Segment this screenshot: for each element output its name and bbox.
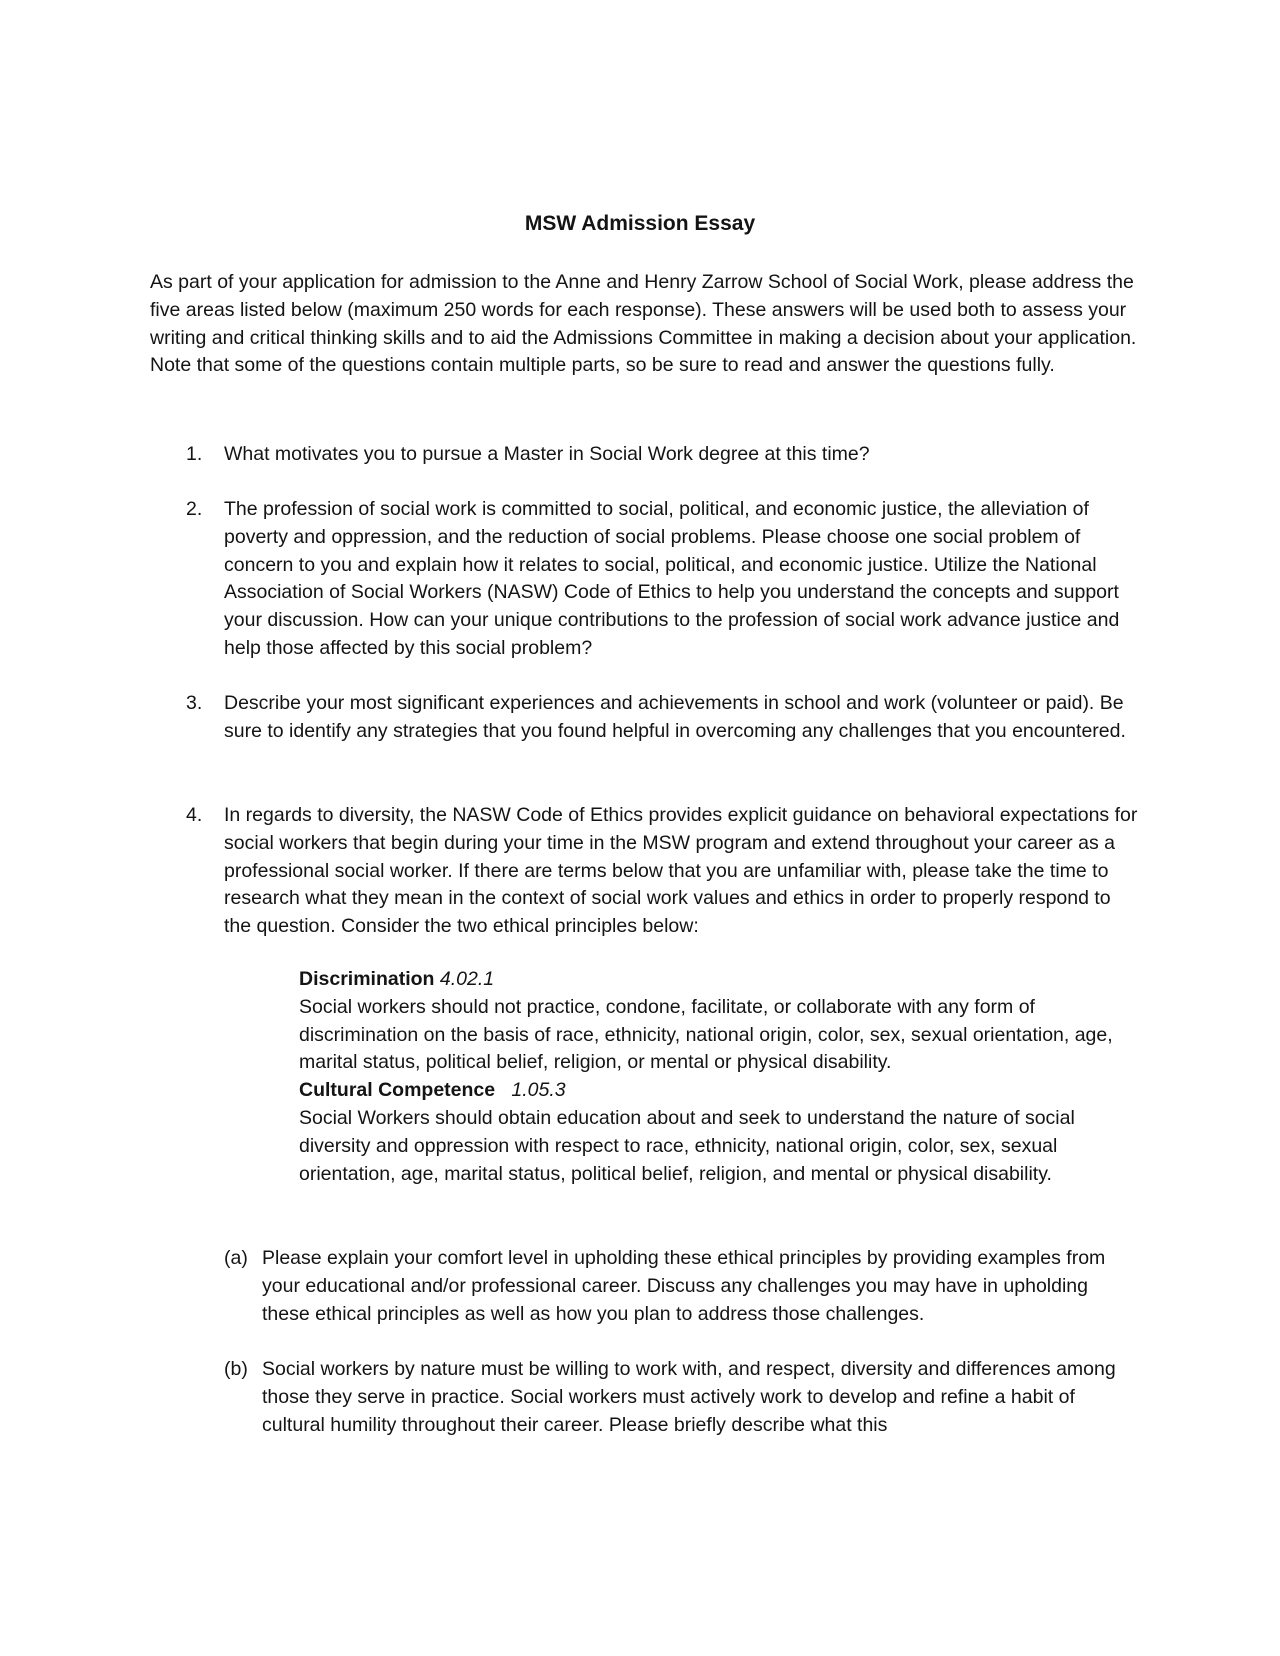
question-text: The profession of social work is committed to social, political, and economic justice, the alleviation of poverty and oppression, and the reduction of social problems. Please choose one social problem of concern to you and explain how it relates to social, political, and economic justice. Utilize the National Association of Social Workers (NASW) Code of Ethics to help you understand the concepts and support your discussion. How can your unique contributions to the profession of social work advance justice and help those affected by this social problem?: [224, 498, 1120, 659]
question-text: Describe your most significant experiences and achievements in school and work (volunteer or paid). Be sure to identify any strategies that you found helpful in overcoming any challenges that you encountered.: [224, 692, 1126, 742]
principle-name: Discrimination: [299, 968, 435, 990]
principle-name: Cultural Competence: [299, 1079, 496, 1102]
question-2: [150, 496, 1140, 663]
question-text: What motivates you to pursue a Master in Social Work degree at this time?: [224, 443, 870, 465]
question-number: 3.: [186, 692, 203, 714]
subquestion-b: [150, 1356, 1140, 1439]
principle-text: Social Workers should obtain education about and seek to understand the nature of social diversity and oppression with respect to race, ethnicity, national origin, color, sex, sexual orientation, age, marital status, political belief, religion, and mental or physical disability.: [299, 1106, 1075, 1185]
principle-code: 4.02.1: [439, 968, 495, 990]
principle-code: 1.05.3: [511, 1079, 566, 1102]
document-title: MSW Admission Essay: [524, 212, 756, 235]
subquestion-text: Social workers by nature must be willing to work with, and respect, diversity and differences among those they serve in practice. Social workers must actively work to develop and refine a habit of cultural humility throughout their career. Please briefly describe what this: [262, 1358, 1116, 1436]
principle-heading: [299, 966, 1129, 994]
intro-paragraph: As part of your application for admission to the Anne and Henry Zarrow School of Social Work, please address the five areas listed below (maximum 250 words for each response). These answers will be used both to assess your writing and critical thinking skills and to aid the Admissions Committee in making a decision about your application. Note that some of the questions contain multiple parts, so be sure to read and answer the questions fully.: [150, 271, 1137, 377]
question-4: [150, 802, 1140, 941]
subquestion-text: Please explain your comfort level in upholding these ethical principles by providing examples from your educational and/or professional career. Discuss any challenges you may have in upholding these ethical principles as well as how you plan to address those challenges.: [262, 1247, 1106, 1325]
question-number: 1.: [186, 443, 203, 465]
ethical-principles: [299, 966, 1129, 1188]
question-text: In regards to diversity, the NASW Code of Ethics provides explicit guidance on behavioral expectations for social workers that begin during your time in the MSW program and extend throughout your career as a professional social worker. If there are terms below that you are unfamiliar with, please take the time to research what they mean in the context of social work values and ethics in order to properly respond to the question. Consider the two ethical principles below:: [224, 804, 1138, 938]
subquestion-a: [150, 1245, 1140, 1328]
question-3: [150, 690, 1140, 746]
principle-text: Social workers should not practice, condone, facilitate, or collaborate with any form of discrimination on the basis of race, ethnicity, national origin, color, sex, sexual orientation, age, marital status, political belief, religion, or mental or physical disability.: [299, 995, 1113, 1074]
question-number: 2.: [186, 498, 203, 520]
subquestion-label: (a): [224, 1247, 248, 1269]
subquestion-label: (b): [224, 1358, 248, 1380]
question-1: [150, 441, 1140, 469]
principle-heading: [299, 1077, 1129, 1105]
question-number: 4.: [186, 804, 203, 826]
